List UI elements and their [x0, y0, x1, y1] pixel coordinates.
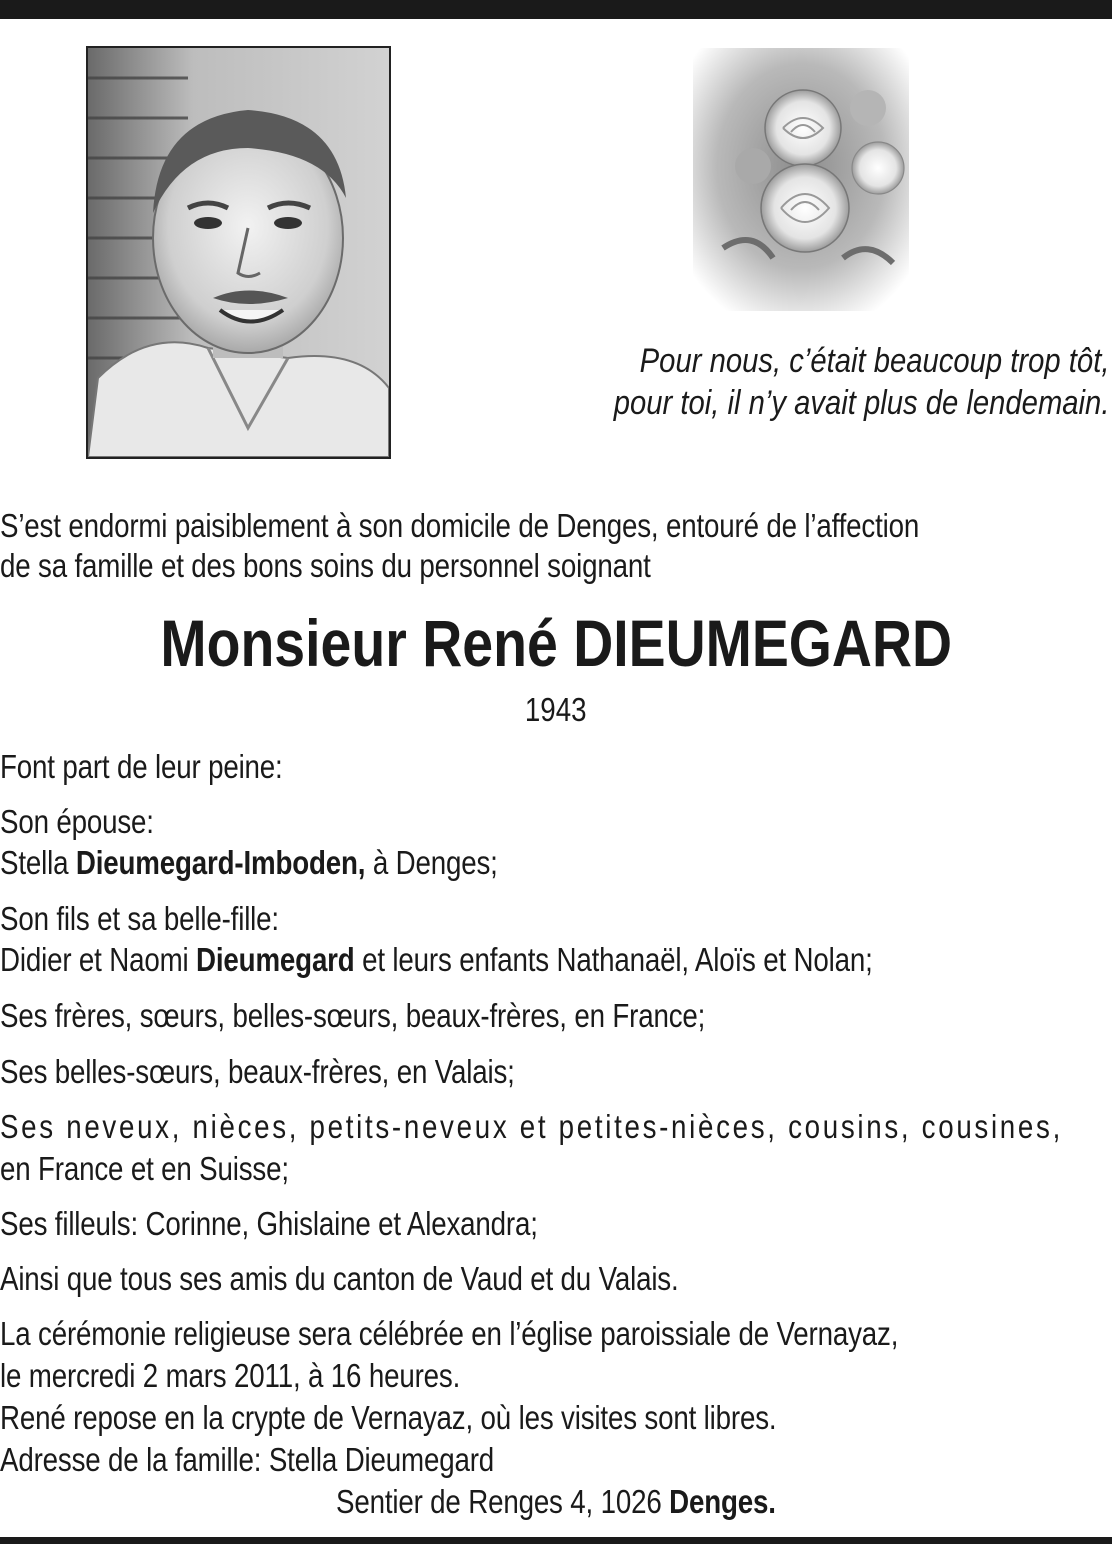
son-label: Son fils et sa belle-fille: [0, 900, 279, 937]
godchildren-line: Ses filleuls: Corinne, Ghislaine et Alexandra; [0, 1205, 538, 1242]
quote-line-1: Pour nous, c’était beaucoup trop tôt, [639, 342, 1109, 380]
birth-year: 1943 [525, 691, 587, 728]
memorial-quote [613, 340, 1109, 424]
address-label: Adresse de la famille: Stella Dieumegard [0, 1441, 495, 1478]
top-rule [0, 0, 1112, 19]
portrait-photo [86, 46, 391, 459]
nephews-line-2: en France et en Suisse; [0, 1150, 289, 1187]
ceremony-line-2: le mercredi 2 mars 2011, à 16 heures. [0, 1357, 461, 1394]
son-line: Didier et Naomi Dieumegard et leurs enfants Nathanaël, Aloïs et Nolan; [0, 941, 873, 978]
spouse-label: Son épouse: [0, 803, 154, 840]
rose-bouquet-image [693, 48, 909, 311]
address-town: Denges. [669, 1483, 776, 1520]
intro-line-2: de sa famille et des bons soins du personnel soignant [0, 547, 651, 584]
bottom-rule [0, 1537, 1112, 1544]
family-lead: Font part de leur peine: [0, 748, 283, 785]
ceremony-line-1: La cérémonie religieuse sera célébrée en l’église paroissiale de Vernayaz, [0, 1315, 899, 1352]
nephews-line-1: Ses neveux, nièces, petits-neveux et petites-nièces, cousins, cousines, [0, 1108, 1063, 1145]
friends-line: Ainsi que tous ses amis du canton de Vaud et du Valais. [0, 1260, 679, 1297]
quote-line-2: pour toi, il n’y avait plus de lendemain. [613, 384, 1109, 422]
inlaws-line: Ses belles-sœurs, beaux-frères, en Valais; [0, 1053, 515, 1090]
spouse-line: Stella Dieumegard-Imboden, à Denges; [0, 844, 498, 881]
spouse-surname: Dieumegard-Imboden, [75, 844, 366, 881]
address-street: Sentier de Renges 4, 1026 Denges. [336, 1483, 776, 1520]
intro-line-1: S’est endormi paisiblement à son domicile de Denges, entouré de l’affection [0, 507, 920, 544]
ceremony-line-3: René repose en la crypte de Vernayaz, où les visites sont libres. [0, 1399, 777, 1436]
son-surname: Dieumegard [196, 941, 355, 978]
deceased-name: Monsieur René DIEUMEGARD [160, 606, 952, 680]
siblings-line: Ses frères, sœurs, belles-sœurs, beaux-frères, en France; [0, 997, 706, 1034]
